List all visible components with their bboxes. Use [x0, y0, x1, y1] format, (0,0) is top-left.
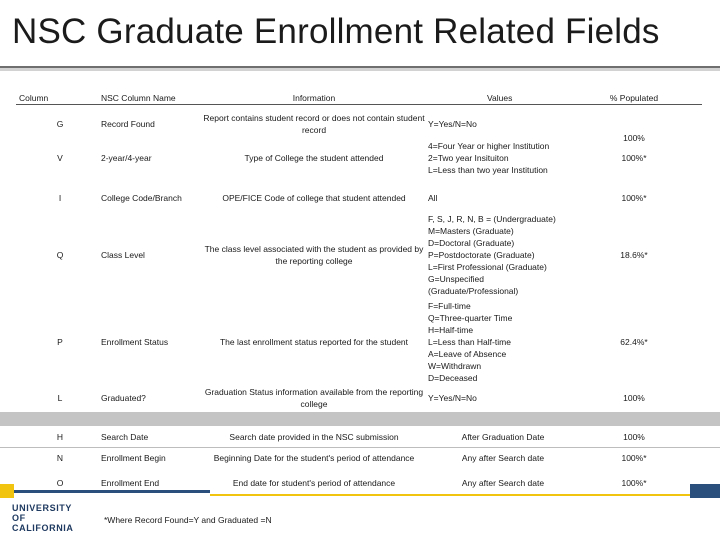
slide-title: NSC Graduate Enrollment Related Fields	[12, 12, 660, 51]
header-nsc-name: NSC Column Name	[101, 93, 176, 103]
row-populated: 62.4%*	[620, 337, 648, 347]
row-values: F=Full-time Q=Three-quarter Time H=Half-time L=Less than Half-time A=Leave of Absence W=Withdrawn D=Deceased	[428, 301, 513, 383]
row-column-code: I	[58, 193, 62, 203]
row-values: Any after Search date	[461, 452, 545, 463]
row-values: Any after Search date	[461, 477, 545, 488]
row-column-code: H	[56, 431, 64, 442]
section-separator-band	[0, 412, 720, 426]
footer-rule-yellow	[210, 494, 690, 496]
row-populated: 100%	[623, 431, 645, 442]
row-values: All	[428, 193, 438, 203]
footer-accent-blue-right	[690, 484, 720, 498]
row-populated: 100%	[623, 133, 645, 143]
table-row	[0, 386, 720, 410]
row-values: 4=Four Year or higher Institution 2=Two year Insituiton L=Less than two year Institution	[428, 141, 550, 175]
row-nsc-name: Enrollment Status	[101, 337, 169, 347]
footnote: *Where Record Found=Y and Graduated =N	[104, 515, 272, 525]
row-nsc-name: Record Found	[101, 119, 155, 129]
row-column-code: L	[57, 393, 63, 403]
logo-line-3: CALIFORNIA	[12, 523, 74, 533]
table-row	[0, 187, 720, 209]
row-values: After Graduation Date	[461, 431, 545, 442]
table-row	[0, 474, 720, 491]
header-populated: % Populated	[609, 93, 659, 103]
header-column: Column	[19, 93, 49, 103]
header-information: Information	[292, 93, 336, 103]
row-populated: 100%	[623, 393, 645, 403]
table-row	[0, 299, 720, 385]
row-column-code: N	[56, 452, 64, 463]
logo-line-1: UNIVERSITY	[12, 503, 73, 513]
table-row	[0, 143, 720, 173]
university-logo	[12, 503, 74, 533]
row-nsc-name: 2-year/4-year	[101, 153, 152, 163]
row-nsc-name: Enrollment End	[101, 477, 160, 488]
row-values: Y=Yes/N=No	[428, 119, 477, 129]
row-information: The class level associated with the student as provided by the reporting college	[204, 244, 424, 266]
row-populated: 18.6%*	[620, 250, 648, 260]
row-populated: 100%*	[621, 193, 647, 203]
row-information: Graduation Status information available from the reporting college	[204, 387, 424, 409]
row-information: Search date provided in the NSC submission	[229, 431, 399, 442]
row-nsc-name: Search Date	[101, 431, 149, 442]
row-nsc-name: Graduated?	[101, 393, 146, 403]
header-values: Values	[487, 93, 513, 103]
row-nsc-name: College Code/Branch	[101, 193, 182, 203]
table-header	[0, 90, 720, 104]
row-column-code: V	[57, 153, 63, 163]
row-information: End date for student's period of attendance	[232, 477, 396, 488]
row-values: F, S, J, R, N, B = (Undergraduate) M=Masters (Graduate) D=Doctoral (Graduate) P=Postdoctorate (Graduate) L=First Professional (Graduate) G=Unspecified (Graduate/Professional)	[428, 214, 556, 296]
row-column-code: P	[57, 337, 63, 347]
table-row	[0, 212, 720, 298]
logo-line-2: OF	[12, 513, 26, 523]
row-information: Report contains student record or does not contain student record	[203, 113, 425, 135]
row-values: Y=Yes/N=No	[428, 393, 477, 403]
footer-accent-blue	[14, 490, 210, 493]
table-row	[0, 428, 720, 445]
row-information: OPE/FICE Code of college that student attended	[222, 193, 406, 203]
row-information: The last enrollment status reported for the student	[219, 337, 409, 347]
row-information: Beginning Date for the student's period of attendance	[213, 452, 415, 463]
table-row	[0, 449, 720, 466]
row-column-code: O	[56, 477, 64, 488]
row-column-code: Q	[56, 250, 64, 260]
footer-accent-yellow	[0, 484, 14, 498]
row-populated: 100%*	[621, 153, 647, 163]
title-divider-shadow	[0, 68, 720, 71]
row-nsc-name: Enrollment Begin	[101, 452, 166, 463]
row-column-code: G	[56, 119, 64, 129]
row-populated: 100%*	[621, 452, 647, 463]
table-row	[0, 105, 720, 143]
row-nsc-name: Class Level	[101, 250, 145, 260]
row-information: Type of College the student attended	[244, 153, 384, 163]
row-populated: 100%*	[621, 477, 647, 488]
row-divider	[0, 447, 720, 448]
